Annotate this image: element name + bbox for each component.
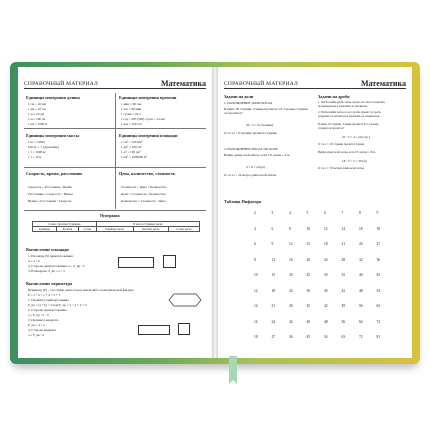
right-page bbox=[218, 67, 412, 358]
problem-line: 1. Чтобы найти дробь числа, нужно это число разделить bbox=[318, 101, 385, 104]
pythagoras-cell: 8 bbox=[254, 257, 256, 262]
section-title: Единицы измерения времени bbox=[119, 95, 177, 100]
pythagoras-cell: 20 bbox=[306, 257, 311, 262]
rectangle-figure bbox=[118, 257, 154, 268]
right-page-header bbox=[224, 76, 406, 89]
pythagoras-cell: 54 bbox=[324, 335, 328, 339]
pythagoras-cell: 36 bbox=[289, 335, 293, 339]
section-title: Единицы измерения длины bbox=[26, 95, 80, 100]
pythagoras-cell: 14 bbox=[341, 226, 346, 231]
pythagoras-cell: 16 bbox=[254, 319, 258, 324]
pythagoras-cell: 63 bbox=[341, 335, 346, 339]
perimeter-line: 4. Сторона квадрата bbox=[28, 328, 57, 332]
pythagoras-cell: 9 bbox=[376, 211, 379, 215]
left-page-header bbox=[24, 76, 206, 89]
area-title: Вычисление площади bbox=[26, 247, 69, 252]
square-figure bbox=[163, 255, 176, 268]
problem-line: на знаменатель и умножить на числитель. bbox=[318, 105, 368, 108]
area-line: S = a × b bbox=[28, 259, 40, 263]
section-line: 1 кг = 1000 г bbox=[28, 140, 46, 144]
pythagoras-cell: 24 bbox=[324, 257, 328, 262]
problem-line: 4 × 6 = 24 (м) bbox=[246, 165, 265, 169]
row-divider bbox=[24, 167, 206, 168]
pythagoras-cell: 49 bbox=[341, 304, 346, 308]
pythagoras-cell: 40 bbox=[359, 273, 363, 277]
pythagoras-cell: 6 bbox=[324, 211, 326, 215]
perimeter-title: Вычисление периметра bbox=[26, 281, 73, 286]
section-line: 1 м = 100 см bbox=[28, 117, 46, 121]
pythagoras-cell: 42 bbox=[324, 304, 328, 308]
perimeter-line: 1. Периметр прямоугольника bbox=[28, 298, 69, 302]
pythagoras-cell: 72 bbox=[359, 335, 363, 339]
pythagoras-cell: 6 bbox=[271, 226, 274, 231]
row-divider bbox=[24, 210, 206, 211]
pythagoras-cell: 28 bbox=[341, 257, 346, 262]
pythagoras-cell: 72 bbox=[376, 319, 381, 324]
pythagoras-cell: 12 bbox=[324, 226, 328, 231]
pythagoras-cell: 20 bbox=[289, 273, 293, 277]
section-title: Скорость, время, расстояние bbox=[26, 171, 83, 176]
pythagoras-cell: 10 bbox=[254, 273, 258, 277]
pythagoras-cell: 12 bbox=[289, 242, 293, 246]
section-line: 100 кг = 1 ц (центнер) bbox=[28, 145, 59, 149]
pythagoras-cell: 24 bbox=[359, 242, 363, 246]
pythagoras-cell: 45 bbox=[376, 273, 381, 277]
section-line: Скорость = Расстояние / Время bbox=[28, 185, 72, 189]
perimeter-line: Периметр (Р) – это сумма длин сторон какой-либо геометрической фигуры. bbox=[28, 288, 135, 292]
pythagoras-cell: 32 bbox=[359, 257, 363, 262]
pythagoras-cell: 21 bbox=[271, 304, 276, 308]
pythagoras-cell: 3 bbox=[271, 211, 274, 215]
section-line: 1 м = 10 дм bbox=[28, 112, 44, 116]
pythagoras-cell: 48 bbox=[359, 288, 363, 293]
pythagoras-cell: 35 bbox=[341, 273, 346, 277]
pythagoras-cell: 28 bbox=[289, 304, 293, 308]
section-line: 1 час = 60 мин bbox=[121, 107, 142, 111]
section-line: 1 км² = 1000000 м² bbox=[121, 155, 148, 159]
section-line: 1 дм² = 100 см² bbox=[121, 145, 143, 149]
problem-line: О т в е т : 24 метра длина всей ленты. bbox=[224, 173, 277, 177]
section-line: 1 см = 10 мм bbox=[28, 102, 46, 106]
pythagoras-cell: 81 bbox=[376, 335, 381, 339]
pythagoras-cell: 63 bbox=[376, 304, 381, 308]
fractions-parts-title: Задачи на доли bbox=[224, 94, 254, 99]
problem-line: В книге 36 страниц. Ученик прочитал 1/4. Сколько страниц он прочитал? bbox=[224, 107, 308, 116]
perimeter-line: a = Р_кв : 4 bbox=[28, 333, 44, 337]
perimeter-line: Р_кв = 4 × a bbox=[28, 323, 45, 327]
pythagoras-cell: 27 bbox=[271, 335, 276, 339]
section-line: 1 сутки = 24 ч bbox=[121, 112, 141, 116]
problem-line: 2. Чтобы найти число по его дроби, нужно эту дробь bbox=[318, 111, 381, 114]
problem-line: 2. НАХОЖДЕНИЕ ЧИСЛА ПО ДОЛЕ bbox=[224, 147, 278, 151]
pythagoras-cell: 56 bbox=[359, 304, 363, 308]
perimeter-line: Р_пр = (a + b) × 2 или Р_пр = 2 × a + 2 × b bbox=[28, 303, 87, 307]
pythagoras-cell: 15 bbox=[271, 273, 276, 277]
square-figure bbox=[178, 323, 190, 335]
header-label: СПРАВОЧНЫЙ МАТЕРИАЛ bbox=[24, 81, 98, 87]
pythagoras-table bbox=[254, 211, 404, 351]
numeration-group: Сотни | Десятки | Единицы bbox=[33, 222, 97, 227]
numeration-cell: Сотни тысяч bbox=[168, 227, 199, 232]
pythagoras-cell: 5 bbox=[306, 211, 309, 215]
section-line: 1 год = 365 (366) суток = 12 мес bbox=[121, 117, 166, 121]
section-line: Количество = Стоимость / Цена bbox=[121, 199, 166, 203]
numeration-cell: Сотни bbox=[78, 227, 96, 232]
pythagoras-cell: 18 bbox=[271, 288, 276, 293]
column-divider bbox=[115, 93, 116, 209]
area-line: 2. Сторона прямоугольника: a = S_пр : b bbox=[28, 264, 85, 268]
row-divider bbox=[24, 128, 206, 129]
pythagoras-cell: 8 bbox=[289, 226, 291, 231]
section-line: 1 век = 100 лет bbox=[121, 122, 142, 126]
pythagoras-cell: 30 bbox=[324, 273, 328, 277]
perimeter-line: a = Р_пр : 2 – b bbox=[28, 313, 50, 317]
perimeter-line: Р = a + b + c + d + e + f bbox=[28, 293, 60, 297]
pythagoras-cell: 35 bbox=[306, 304, 311, 308]
pythagoras-cell: 25 bbox=[306, 273, 311, 277]
section-title: Цена, количество, стоимость bbox=[119, 171, 176, 176]
pythagoras-cell: 4 bbox=[254, 226, 256, 231]
pythagoras-cell: 4 bbox=[289, 211, 291, 215]
rectangle-figure bbox=[138, 325, 170, 335]
problem-line: 25 : 5 × 4 = 20 (стр.) bbox=[342, 135, 370, 139]
section-line: 1 т = 1000 кг bbox=[28, 150, 46, 154]
section-line: 1 дм = 10 см bbox=[28, 107, 46, 111]
pythagoras-cell: 18 bbox=[324, 242, 328, 246]
section-line: 1 мин = 60 сек bbox=[121, 102, 142, 106]
perimeter-line: 2. Сторона прямоугольника bbox=[28, 308, 67, 312]
fractions-title: Задачи на дроби bbox=[318, 94, 350, 99]
pythagoras-cell: 40 bbox=[306, 319, 311, 324]
pythagoras-cell: 30 bbox=[306, 288, 311, 293]
area-line: 1. Площадь (S) прямоугольника: bbox=[28, 254, 74, 258]
header-subject: Математика bbox=[160, 79, 206, 88]
section-line: 1 см² = 100 мм² bbox=[121, 140, 143, 144]
numeration-cell: Единицы bbox=[33, 227, 57, 232]
problem-line: О т в е т : 9 страниц прочитал ученик. bbox=[224, 131, 278, 135]
section-title: Единицы измерения массы bbox=[26, 133, 80, 138]
pythagoras-cell: 9 bbox=[271, 242, 274, 246]
numeration-title: Нумерация bbox=[100, 214, 120, 218]
problem-line: О т в е т : 30 метров длина всей ленты. bbox=[318, 167, 365, 170]
header-label: СПРАВОЧНЫЙ МАТЕРИАЛ bbox=[224, 81, 298, 87]
section-title: Единицы измерения площади bbox=[119, 133, 178, 138]
pythagoras-cell: 21 bbox=[341, 242, 346, 246]
pythagoras-cell: 16 bbox=[289, 257, 293, 262]
pythagoras-cell: 7 bbox=[341, 211, 344, 215]
numeration-group: В классе | Единиц тысяч bbox=[96, 222, 199, 227]
section-line: Стоимость = Цена × Количество bbox=[121, 185, 167, 189]
pythagoras-cell: 12 bbox=[271, 257, 276, 262]
numeration-cell: Десятки тысяч bbox=[133, 227, 168, 232]
problem-line: Найди длину всей ленты, если 3/5 ленты = 18 м. bbox=[318, 151, 376, 154]
pythagoras-cell: 27 bbox=[376, 242, 381, 246]
section-line: Расстояние = Скорость × Время bbox=[28, 192, 73, 196]
problem-line: В книге 25 страниц. Ученик прочитал 4/5. Сколько bbox=[318, 123, 379, 126]
numeration-cell: Десятки bbox=[56, 227, 78, 232]
section-line: 1 т = 10 ц bbox=[28, 155, 42, 159]
pythagoras-cell: 56 bbox=[341, 319, 346, 324]
section-line: Цена = Стоимость / Количество bbox=[121, 192, 166, 196]
numeration-table bbox=[32, 221, 200, 232]
pythagoras-cell: 12 bbox=[254, 288, 258, 293]
left-page bbox=[18, 67, 212, 358]
pythagoras-cell: 8 bbox=[359, 211, 361, 215]
pythagoras-cell: 32 bbox=[289, 319, 293, 324]
pythagoras-cell: 54 bbox=[376, 288, 381, 293]
header-subject: Математика bbox=[360, 79, 406, 88]
pythagoras-title: Таблица Пифагора bbox=[224, 199, 262, 204]
pythagoras-cell: 48 bbox=[324, 319, 328, 324]
pythagoras-cell: 45 bbox=[306, 335, 311, 339]
problem-line: разделить на числитель и умножить на знаменатель. bbox=[318, 115, 381, 118]
pythagoras-cell: 64 bbox=[359, 319, 363, 324]
pythagoras-cell: 24 bbox=[271, 319, 276, 324]
problem-line: страниц он прочитал? bbox=[318, 127, 345, 130]
area-line: 3. В квадрате: S_кв = a × a bbox=[28, 269, 65, 273]
problem-line: 36 : 4 = 9 (страниц) bbox=[246, 123, 274, 127]
section-line: 1 км = 1000 м bbox=[28, 122, 48, 126]
pythagoras-cell: 42 bbox=[341, 288, 346, 293]
numeration-cell: Единицы тысяч bbox=[96, 227, 133, 232]
problem-line: Найди длину всей ленты, если 1/6 ленты = 4 м. bbox=[224, 153, 291, 157]
problem-line: 18 : 3 × 5 = 30 (м) bbox=[342, 159, 367, 163]
section-line: 1 м² = 100 дм² bbox=[121, 150, 141, 154]
perimeter-line: 3. Периметр квадрата bbox=[28, 318, 59, 322]
bookmark-ribbon bbox=[229, 356, 237, 384]
problem-line: О т в е т : 20 страниц прочитал ученик. bbox=[318, 143, 365, 146]
pythagoras-cell: 36 bbox=[324, 288, 328, 293]
pythagoras-cell: 18 bbox=[254, 335, 258, 339]
pythagoras-cell: 24 bbox=[289, 288, 293, 293]
pythagoras-cell: 2 bbox=[254, 211, 256, 215]
pythagoras-cell: 10 bbox=[306, 226, 311, 231]
problem-line: 1. НАХОЖДЕНИЕ ДОЛИ ЧИСЛА bbox=[224, 101, 273, 105]
pythagoras-cell: 18 bbox=[376, 226, 381, 231]
pythagoras-cell: 14 bbox=[254, 304, 258, 308]
hexagon-figure bbox=[168, 293, 202, 307]
pythagoras-cell: 15 bbox=[306, 242, 311, 246]
section-line: Время = Расстояние / Скорость bbox=[28, 199, 72, 203]
pythagoras-cell: 16 bbox=[359, 226, 363, 231]
pythagoras-cell: 6 bbox=[254, 242, 256, 246]
pythagoras-cell: 36 bbox=[376, 257, 381, 262]
